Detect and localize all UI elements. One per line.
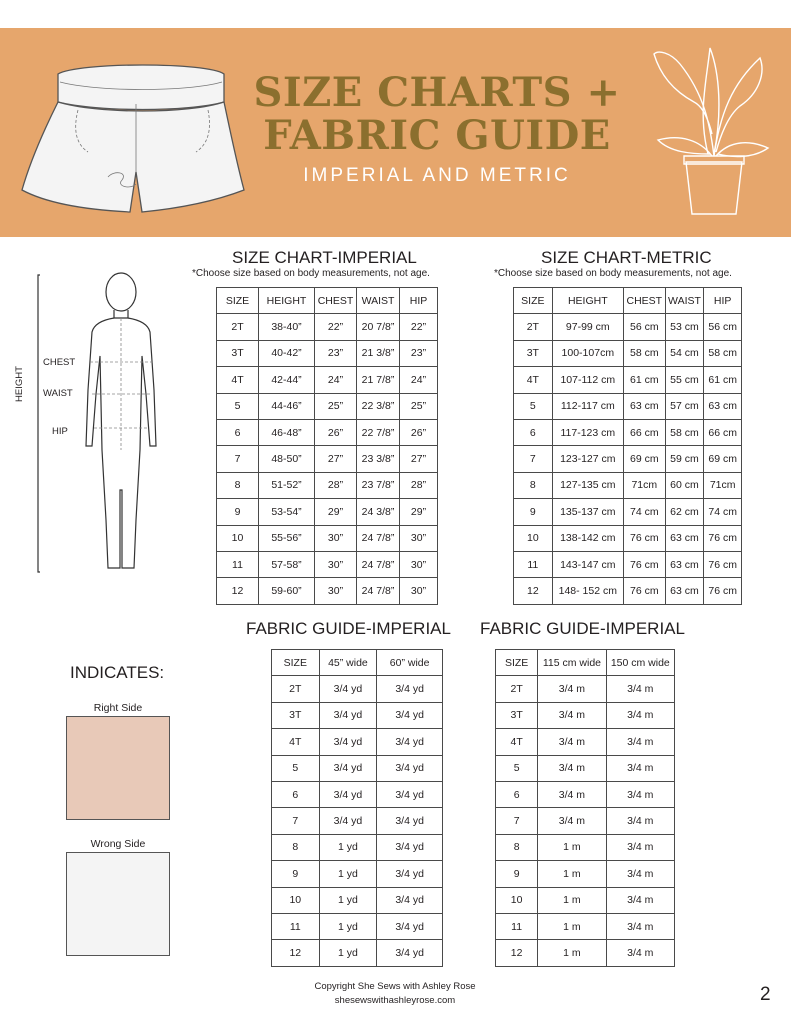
table-cell: 4T <box>272 729 320 755</box>
table-cell: 53-54” <box>259 499 315 525</box>
table-cell: 71cm <box>704 472 742 498</box>
table-cell: 29” <box>315 499 357 525</box>
table-row <box>217 446 438 472</box>
table-cell: 23 3/8” <box>357 446 400 472</box>
table-cell: 3/4 m <box>606 676 674 702</box>
table-cell: 23 7/8” <box>357 472 400 498</box>
table-row <box>217 499 438 525</box>
table-row <box>496 676 675 702</box>
table-cell: 6 <box>496 781 538 807</box>
table-row <box>217 472 438 498</box>
table-cell: 9 <box>514 499 553 525</box>
column-header: WAIST <box>665 288 704 314</box>
table-cell: 54 cm <box>665 340 704 366</box>
table-cell: 2T <box>272 676 320 702</box>
footer-website: shesewswithashleyrose.com <box>334 995 456 1006</box>
table-cell: 11 <box>514 551 553 577</box>
table-cell: 3/4 m <box>606 808 674 834</box>
table-cell: 2T <box>514 314 553 340</box>
table-cell: 57-58” <box>259 551 315 577</box>
table-cell: 57 cm <box>665 393 704 419</box>
table-cell: 5 <box>496 755 538 781</box>
table-cell: 3/4 yd <box>319 676 377 702</box>
table-cell: 1 yd <box>319 861 377 887</box>
table-cell: 27” <box>315 446 357 472</box>
table-cell: 69 cm <box>704 446 742 472</box>
column-header: HIP <box>400 288 438 314</box>
table-cell: 12 <box>496 940 538 966</box>
table-cell: 3/4 yd <box>319 729 377 755</box>
fabric-guide-metric-title: FABRIC GUIDE-IMPERIAL <box>480 619 685 638</box>
table-cell: 51-52” <box>259 472 315 498</box>
table-row <box>272 834 443 860</box>
table-cell: 3T <box>496 702 538 728</box>
table-cell: 1 m <box>538 913 606 939</box>
table-cell: 112-117 cm <box>552 393 623 419</box>
table-cell: 3/4 m <box>606 887 674 913</box>
table-cell: 10 <box>514 525 553 551</box>
table-cell: 8 <box>272 834 320 860</box>
table-cell: 76 cm <box>623 525 665 551</box>
table-cell: 74 cm <box>623 499 665 525</box>
table-cell: 3/4 yd <box>377 861 443 887</box>
table-header-row <box>514 288 742 314</box>
table-cell: 3/4 m <box>606 781 674 807</box>
table-row <box>272 808 443 834</box>
table-cell: 3/4 yd <box>377 729 443 755</box>
table-cell: 55 cm <box>665 367 704 393</box>
table-cell: 56 cm <box>623 314 665 340</box>
table-cell: 97-99 cm <box>552 314 623 340</box>
table-cell: 28” <box>400 472 438 498</box>
table-row <box>496 755 675 781</box>
table-row <box>272 861 443 887</box>
page-title-line1: SIZE CHARTS + <box>253 69 621 116</box>
page-number: 2 <box>760 984 771 1005</box>
table-row <box>272 755 443 781</box>
table-cell: 7 <box>496 808 538 834</box>
wrong-side-label: Wrong Side <box>90 838 146 850</box>
table-row <box>514 525 742 551</box>
table-cell: 66 cm <box>623 419 665 445</box>
table-cell: 22” <box>315 314 357 340</box>
table-header-row <box>217 288 438 314</box>
height-label: HEIGHT <box>14 366 25 402</box>
size-chart-metric-note: *Choose size based on body measurements, not age. <box>494 268 732 279</box>
table-cell: 7 <box>514 446 553 472</box>
table-cell: 24 7/8” <box>357 578 400 604</box>
column-header: HEIGHT <box>259 288 315 314</box>
table-cell: 1 m <box>538 834 606 860</box>
table-row <box>514 314 742 340</box>
size-chart-metric-title: SIZE CHART-METRIC <box>541 248 712 267</box>
table-row <box>496 729 675 755</box>
table-cell: 28” <box>315 472 357 498</box>
table-cell: 12 <box>217 578 259 604</box>
table-cell: 12 <box>514 578 553 604</box>
table-cell: 56 cm <box>704 314 742 340</box>
table-cell: 63 cm <box>704 393 742 419</box>
hip-label: HIP <box>52 426 68 437</box>
table-cell: 1 yd <box>319 913 377 939</box>
table-cell: 3/4 m <box>606 702 674 728</box>
column-header: CHEST <box>315 288 357 314</box>
table-cell: 3/4 m <box>538 729 606 755</box>
table-cell: 24” <box>315 367 357 393</box>
table-row <box>496 834 675 860</box>
table-row <box>217 314 438 340</box>
table-cell: 6 <box>514 419 553 445</box>
table-row <box>217 393 438 419</box>
table-cell: 4T <box>217 367 259 393</box>
table-row <box>272 729 443 755</box>
table-cell: 3/4 m <box>538 808 606 834</box>
column-header: HIP <box>704 288 742 314</box>
table-row <box>217 419 438 445</box>
table-cell: 11 <box>496 913 538 939</box>
table-row <box>217 525 438 551</box>
table-cell: 62 cm <box>665 499 704 525</box>
table-row <box>514 446 742 472</box>
table-cell: 53 cm <box>665 314 704 340</box>
table-cell: 26” <box>400 419 438 445</box>
wrong-side-swatch <box>66 852 170 956</box>
table-cell: 12 <box>272 940 320 966</box>
table-cell: 3/4 yd <box>377 702 443 728</box>
table-row <box>496 861 675 887</box>
table-cell: 8 <box>496 834 538 860</box>
table-cell: 44-46” <box>259 393 315 419</box>
table-cell: 76 cm <box>704 578 742 604</box>
table-cell: 100-107cm <box>552 340 623 366</box>
table-cell: 1 yd <box>319 887 377 913</box>
table-cell: 3/4 yd <box>377 940 443 966</box>
table-cell: 61 cm <box>623 367 665 393</box>
column-header: SIZE <box>514 288 553 314</box>
table-cell: 123-127 cm <box>552 446 623 472</box>
table-cell: 22” <box>400 314 438 340</box>
child-figure-icon <box>18 270 198 580</box>
table-cell: 20 7/8” <box>357 314 400 340</box>
table-cell: 60 cm <box>665 472 704 498</box>
table-cell: 38-40” <box>259 314 315 340</box>
table-cell: 24” <box>400 367 438 393</box>
table-cell: 55-56” <box>259 525 315 551</box>
column-header: HEIGHT <box>552 288 623 314</box>
table-cell: 24 3/8” <box>357 499 400 525</box>
table-cell: 9 <box>272 861 320 887</box>
chest-label: CHEST <box>43 357 76 368</box>
table-header-row <box>496 650 675 676</box>
table-cell: 29” <box>400 499 438 525</box>
waist-label: WAIST <box>43 388 73 399</box>
table-cell: 3/4 yd <box>319 755 377 781</box>
table-cell: 3/4 yd <box>377 781 443 807</box>
table-cell: 48-50” <box>259 446 315 472</box>
table-cell: 63 cm <box>623 393 665 419</box>
column-header: SIZE <box>217 288 259 314</box>
table-cell: 1 m <box>538 861 606 887</box>
table-cell: 3/4 yd <box>377 913 443 939</box>
table-cell: 1 m <box>538 887 606 913</box>
fabric-guide-imperial-title: FABRIC GUIDE-IMPERIAL <box>246 619 451 638</box>
table-row <box>217 551 438 577</box>
table-cell: 117-123 cm <box>552 419 623 445</box>
table-row <box>272 940 443 966</box>
shorts-illustration-icon <box>18 52 248 217</box>
table-row <box>514 472 742 498</box>
table-cell: 10 <box>217 525 259 551</box>
table-cell: 25” <box>315 393 357 419</box>
table-row <box>514 367 742 393</box>
column-header: 60” wide <box>377 650 443 676</box>
table-cell: 69 cm <box>623 446 665 472</box>
table-cell: 6 <box>217 419 259 445</box>
table-cell: 1 yd <box>319 940 377 966</box>
fabric-guide-metric-table <box>495 649 675 967</box>
table-row <box>514 340 742 366</box>
footer-copyright: Copyright She Sews with Ashley Rose <box>314 981 476 992</box>
indicates-heading: INDICATES: <box>70 663 165 682</box>
table-row <box>514 393 742 419</box>
right-side-swatch <box>66 716 170 820</box>
table-cell: 23” <box>400 340 438 366</box>
table-cell: 3/4 m <box>606 755 674 781</box>
table-cell: 63 cm <box>665 578 704 604</box>
table-cell: 3/4 m <box>606 861 674 887</box>
table-cell: 8 <box>217 472 259 498</box>
table-header-row <box>272 650 443 676</box>
page-subtitle: IMPERIAL AND METRIC <box>303 165 571 186</box>
table-row <box>514 578 742 604</box>
table-cell: 46-48” <box>259 419 315 445</box>
table-cell: 8 <box>514 472 553 498</box>
table-cell: 6 <box>272 781 320 807</box>
right-side-label: Right Side <box>93 702 143 714</box>
table-cell: 3T <box>514 340 553 366</box>
column-header: CHEST <box>623 288 665 314</box>
table-cell: 58 cm <box>704 340 742 366</box>
table-cell: 66 cm <box>704 419 742 445</box>
column-header: SIZE <box>272 650 320 676</box>
table-cell: 3/4 yd <box>377 755 443 781</box>
size-chart-imperial-note: *Choose size based on body measurements, not age. <box>192 268 430 279</box>
plant-illustration-icon <box>650 44 770 218</box>
page-title-line2: FABRIC GUIDE <box>263 112 611 159</box>
table-cell: 1 m <box>538 940 606 966</box>
column-header: 115 cm wide <box>538 650 606 676</box>
table-cell: 30” <box>400 551 438 577</box>
table-cell: 3/4 m <box>606 834 674 860</box>
table-cell: 24 7/8” <box>357 551 400 577</box>
table-row <box>496 940 675 966</box>
table-cell: 138-142 cm <box>552 525 623 551</box>
table-cell: 63 cm <box>665 525 704 551</box>
table-cell: 58 cm <box>623 340 665 366</box>
table-cell: 10 <box>496 887 538 913</box>
table-cell: 40-42” <box>259 340 315 366</box>
table-row <box>272 781 443 807</box>
table-cell: 42-44” <box>259 367 315 393</box>
table-cell: 3/4 m <box>538 676 606 702</box>
table-cell: 1 yd <box>319 834 377 860</box>
table-cell: 7 <box>217 446 259 472</box>
table-cell: 11 <box>272 913 320 939</box>
table-cell: 30” <box>315 551 357 577</box>
table-row <box>272 887 443 913</box>
table-cell: 21 7/8” <box>357 367 400 393</box>
table-row <box>217 578 438 604</box>
table-cell: 76 cm <box>704 525 742 551</box>
table-cell: 24 7/8” <box>357 525 400 551</box>
table-row <box>272 913 443 939</box>
table-cell: 30” <box>315 525 357 551</box>
table-row <box>217 340 438 366</box>
table-cell: 30” <box>400 578 438 604</box>
table-cell: 21 3/8” <box>357 340 400 366</box>
table-cell: 3/4 m <box>606 913 674 939</box>
table-cell: 3/4 m <box>538 702 606 728</box>
table-cell: 63 cm <box>665 551 704 577</box>
table-cell: 11 <box>217 551 259 577</box>
table-cell: 59-60” <box>259 578 315 604</box>
table-cell: 3/4 m <box>606 940 674 966</box>
size-chart-imperial-table <box>216 287 438 605</box>
table-cell: 30” <box>315 578 357 604</box>
table-cell: 7 <box>272 808 320 834</box>
table-cell: 5 <box>514 393 553 419</box>
table-cell: 3/4 m <box>538 781 606 807</box>
table-cell: 3/4 yd <box>377 887 443 913</box>
table-cell: 4T <box>496 729 538 755</box>
table-cell: 61 cm <box>704 367 742 393</box>
table-cell: 76 cm <box>623 551 665 577</box>
table-cell: 127-135 cm <box>552 472 623 498</box>
fabric-guide-imperial-table <box>271 649 443 967</box>
table-cell: 30” <box>400 525 438 551</box>
table-cell: 143-147 cm <box>552 551 623 577</box>
table-cell: 3T <box>217 340 259 366</box>
table-cell: 76 cm <box>623 578 665 604</box>
table-cell: 9 <box>496 861 538 887</box>
column-header: SIZE <box>496 650 538 676</box>
table-cell: 10 <box>272 887 320 913</box>
table-cell: 23” <box>315 340 357 366</box>
table-cell: 71cm <box>623 472 665 498</box>
column-header: WAIST <box>357 288 400 314</box>
table-cell: 3T <box>272 702 320 728</box>
table-row <box>496 913 675 939</box>
table-cell: 148- 152 cm <box>552 578 623 604</box>
table-cell: 74 cm <box>704 499 742 525</box>
size-chart-imperial-title: SIZE CHART-IMPERIAL <box>232 248 417 267</box>
table-cell: 25” <box>400 393 438 419</box>
table-cell: 3/4 yd <box>377 834 443 860</box>
table-row <box>496 702 675 728</box>
table-cell: 135-137 cm <box>552 499 623 525</box>
table-cell: 22 3/8” <box>357 393 400 419</box>
table-cell: 22 7/8” <box>357 419 400 445</box>
table-cell: 27” <box>400 446 438 472</box>
table-row <box>514 499 742 525</box>
table-cell: 3/4 yd <box>377 676 443 702</box>
column-header: 150 cm wide <box>606 650 674 676</box>
table-row <box>217 367 438 393</box>
table-cell: 3/4 yd <box>319 808 377 834</box>
table-row <box>496 887 675 913</box>
table-cell: 5 <box>217 393 259 419</box>
table-row <box>272 702 443 728</box>
column-header: 45” wide <box>319 650 377 676</box>
size-chart-metric-table <box>513 287 742 605</box>
table-cell: 76 cm <box>704 551 742 577</box>
table-cell: 3/4 yd <box>319 781 377 807</box>
table-cell: 26” <box>315 419 357 445</box>
table-cell: 3/4 m <box>606 729 674 755</box>
table-cell: 9 <box>217 499 259 525</box>
table-row <box>514 551 742 577</box>
table-cell: 59 cm <box>665 446 704 472</box>
table-cell: 3/4 yd <box>319 702 377 728</box>
table-cell: 4T <box>514 367 553 393</box>
table-cell: 5 <box>272 755 320 781</box>
table-cell: 2T <box>217 314 259 340</box>
table-row <box>514 419 742 445</box>
table-cell: 3/4 yd <box>377 808 443 834</box>
table-cell: 58 cm <box>665 419 704 445</box>
table-cell: 2T <box>496 676 538 702</box>
table-cell: 107-112 cm <box>552 367 623 393</box>
table-row <box>272 676 443 702</box>
table-cell: 3/4 m <box>538 755 606 781</box>
table-row <box>496 808 675 834</box>
table-row <box>496 781 675 807</box>
